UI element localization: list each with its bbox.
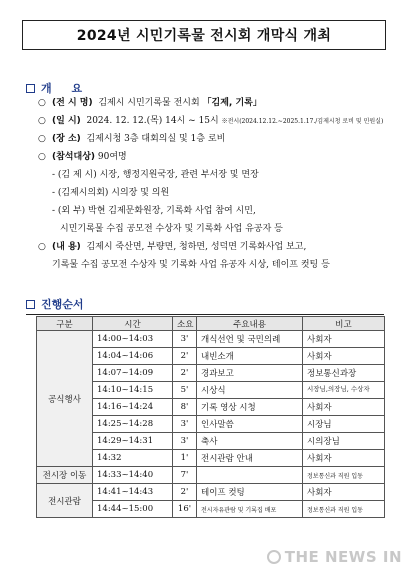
table-row [37, 331, 385, 348]
content-cell [197, 467, 303, 484]
content-cell: 경과보고 [197, 365, 303, 382]
content-cell: 인사말씀 [197, 416, 303, 433]
note-cell: 정보통신과장 [303, 365, 385, 382]
duration-cell: 7' [173, 467, 197, 484]
duration-cell: 8' [173, 399, 197, 416]
time-cell: 14:41~14:43 [93, 484, 173, 501]
time-cell: 14:29~14:31 [93, 433, 173, 450]
duration-cell: 3' [173, 416, 197, 433]
table-row [37, 467, 385, 484]
schedule-heading: 진행순서 [26, 296, 84, 312]
content-cell: 축사 [197, 433, 303, 450]
duration-cell: 1' [173, 450, 197, 467]
time-cell: 14:10~14:15 [93, 382, 173, 399]
category-cell: 전시장 이동 [37, 467, 93, 484]
duration-cell: 2' [173, 365, 197, 382]
time-cell: 14:16~14:24 [93, 399, 173, 416]
note-cell: 사회자 [303, 399, 385, 416]
watermark: THE NEWS IN [267, 548, 402, 566]
content-cell: 개식선언 및 국민의례 [197, 331, 303, 348]
time-cell: 14:33~14:40 [93, 467, 173, 484]
attendee-item: - (김제시의회) 시의장 및 의원 [52, 188, 170, 198]
content-cell: 전시자유관람 및 기록집 배포 [197, 501, 303, 518]
attendee-item: - (외 부) 박현 김제문화원장, 기록화 사업 참여 시민, [52, 206, 256, 216]
note-cell: 시장님,의장님, 수상자 [303, 382, 385, 399]
content-cell: 테이프 컷팅 [197, 484, 303, 501]
category-cell: 전시관람 [37, 484, 93, 518]
time-cell: 14:44~15:00 [93, 501, 173, 518]
time-cell: 14:25~14:28 [93, 416, 173, 433]
square-bullet-icon [26, 84, 35, 93]
note-cell: 사회자 [303, 484, 385, 501]
time-cell: 14:00~14:03 [93, 331, 173, 348]
category-cell: 공식행사 [37, 331, 93, 467]
section-divider [26, 314, 384, 315]
time-cell: 14:07~14:09 [93, 365, 173, 382]
content-cell: 전시관람 안내 [197, 450, 303, 467]
note-cell: 사회자 [303, 348, 385, 365]
content-line: ○ (내 용) 김제시 죽산면, 부량면, 청하면, 성덕면 기록화사업 보고, [38, 242, 307, 252]
time-cell: 14:04~14:06 [93, 348, 173, 365]
date-line: ○ (일 시) 2024. 12. 12.(목) 14시 ~ 15시 ※전시(2024.12.12.~2025.1.17./김제시청 로비 및 민원실) [38, 116, 384, 126]
overview-heading: 개 요 [26, 80, 90, 96]
duration-cell: 3' [173, 331, 197, 348]
col-header: 구분 [37, 317, 93, 331]
page-title: 2024년 시민기록물 전시회 개막식 개최 [22, 20, 386, 50]
note-cell: 시장님 [303, 416, 385, 433]
note-cell: 사회자 [303, 331, 385, 348]
table-header-row [37, 317, 385, 331]
news-logo-icon [267, 550, 281, 564]
exhibit-name-line: ○ (전 시 명) 김제시 시민기록물 전시회 「김제, 기록」 [38, 98, 262, 108]
duration-cell: 16' [173, 501, 197, 518]
content-line-2: 기록물 수집 공모전 수상자 및 기록화 사업 유공자 시상, 테이프 컷팅 등 [52, 260, 330, 270]
note-cell: 사회자 [303, 450, 385, 467]
note-cell: 정보통신과 직원 입동 [303, 467, 385, 484]
note-cell: 시의장님 [303, 433, 385, 450]
place-line: ○ (장 소) 김제시청 3층 대회의실 및 1층 로비 [38, 134, 226, 144]
duration-cell: 2' [173, 348, 197, 365]
note-cell: 정보통신과 직원 입동 [303, 501, 385, 518]
attendee-item: - (김 제 시) 시장, 행정지원국장, 관련 부서장 및 면장 [52, 170, 259, 180]
content-cell: 시상식 [197, 382, 303, 399]
col-header: 시간 [93, 317, 173, 331]
time-cell: 14:32 [93, 450, 173, 467]
attendee-item: 시민기록물 수집 공모전 수상자 및 기록화 사업 유공자 등 [60, 224, 283, 234]
col-header: 소요 [173, 317, 197, 331]
content-cell: 기록 영상 시청 [197, 399, 303, 416]
content-cell: 내빈소개 [197, 348, 303, 365]
table-row [37, 484, 385, 501]
duration-cell: 2' [173, 484, 197, 501]
col-header: 주요내용 [197, 317, 303, 331]
duration-cell: 3' [173, 433, 197, 450]
square-bullet-icon [26, 300, 35, 309]
col-header: 비고 [303, 317, 385, 331]
attendees-line: ○ (참석대상) 90여명 [38, 152, 127, 162]
duration-cell: 5' [173, 382, 197, 399]
schedule-table [36, 316, 385, 518]
